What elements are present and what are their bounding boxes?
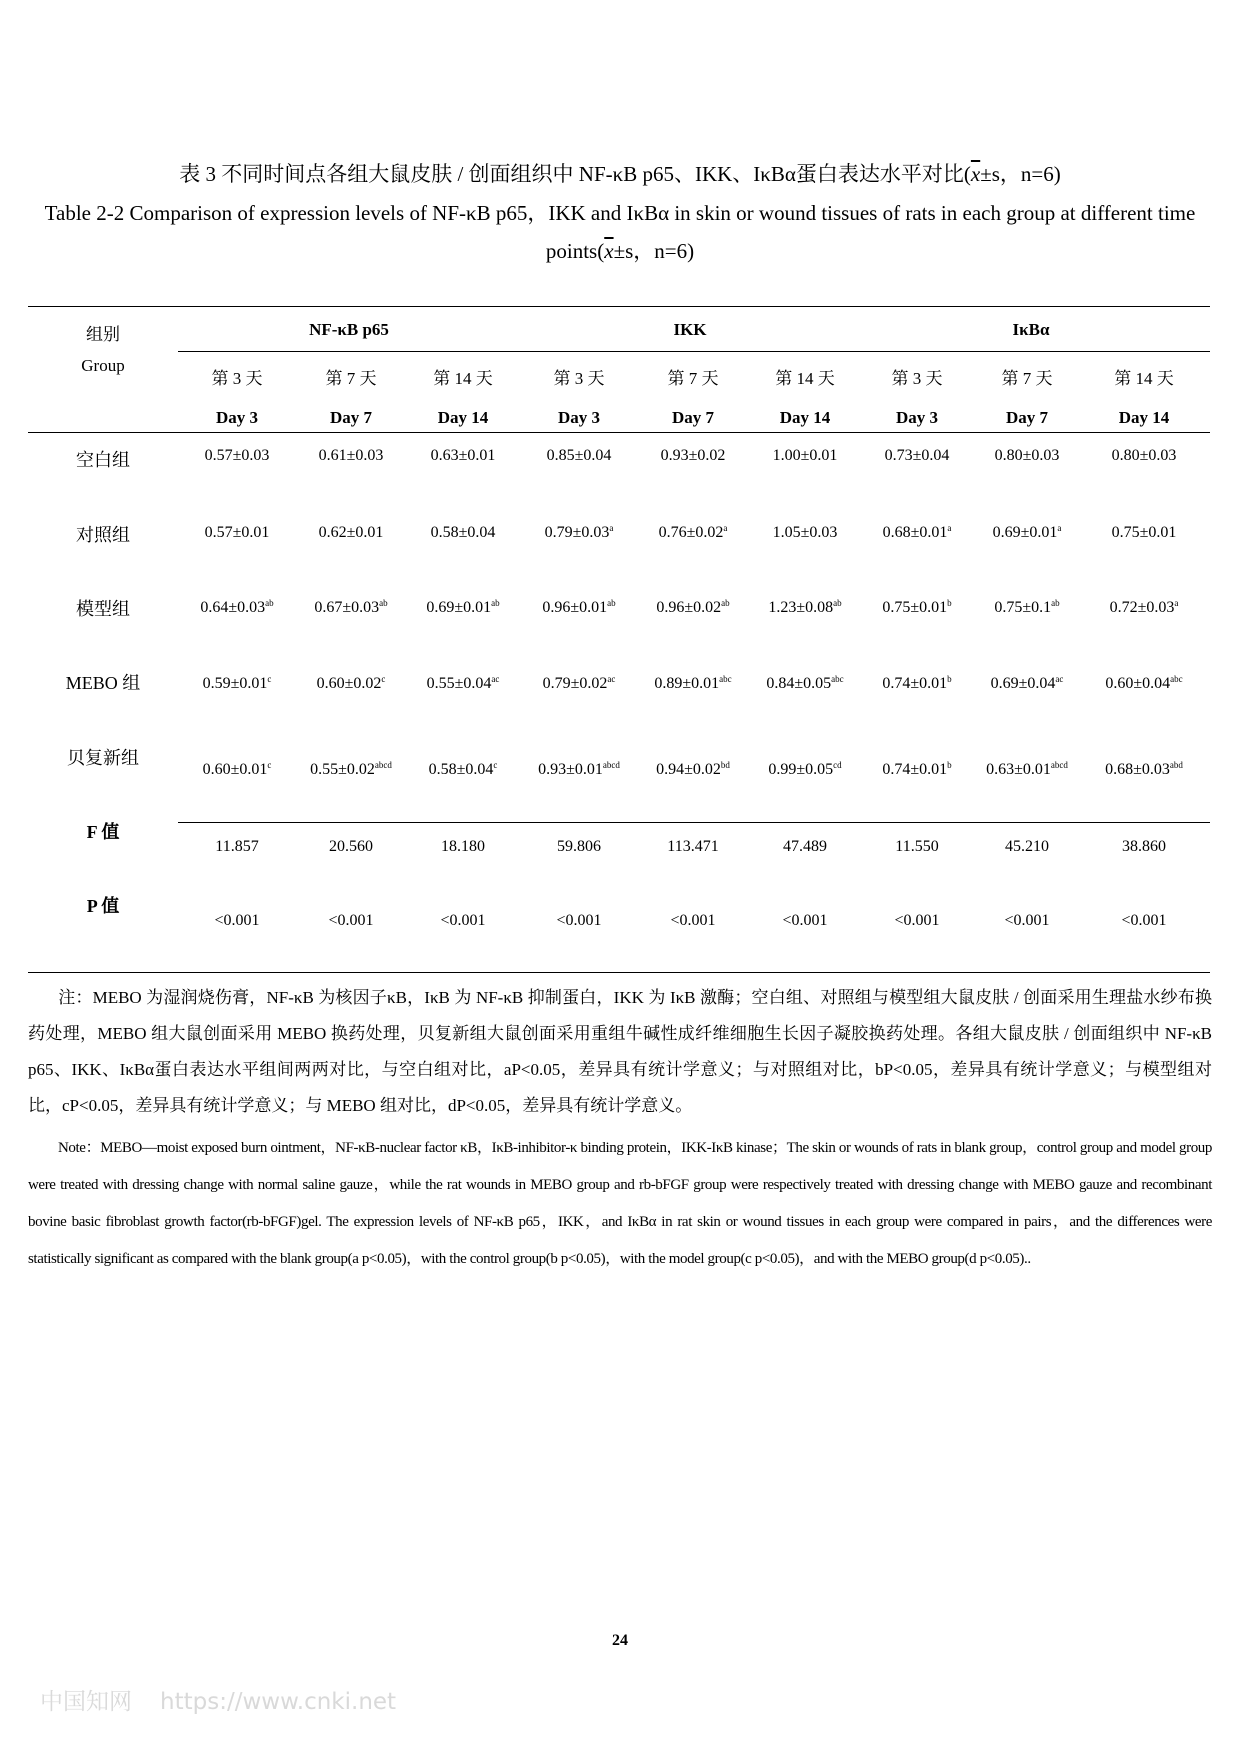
indicator-header: IκBα <box>1012 320 1050 339</box>
cell-value: 0.85±0.04 <box>546 447 612 464</box>
table-cell <box>768 761 841 779</box>
significance-superscript: b <box>947 674 952 684</box>
row-group-label: 贝复新组 <box>67 748 139 768</box>
day-header-cn: 第 3 天 <box>211 369 263 388</box>
cell-value: 0.60±0.04 <box>1105 675 1171 692</box>
day-header-cn: 第 14 天 <box>775 369 835 388</box>
table-cell <box>1112 524 1177 542</box>
row-group-label: 空白组 <box>76 450 130 470</box>
day-header-en: Day 14 <box>779 408 831 427</box>
cell-value: 1.00±0.01 <box>772 447 838 464</box>
table-cell <box>543 675 616 693</box>
day-header-cn: 第 3 天 <box>891 369 943 388</box>
significance-superscript: abc <box>1170 674 1183 684</box>
cell-value: 0.64±0.03 <box>200 599 266 616</box>
cell-value: 1.23±0.08 <box>768 599 834 616</box>
row-group-label: 模型组 <box>76 599 130 619</box>
table-cell <box>205 524 270 542</box>
p-value: <0.001 <box>1004 912 1050 929</box>
significance-superscript: c <box>493 760 498 770</box>
f-value: 20.560 <box>329 838 373 855</box>
indicator-group-rule <box>178 351 1210 352</box>
cell-value: 0.79±0.02 <box>542 675 608 692</box>
table-cell <box>314 599 387 617</box>
f-value: 11.857 <box>215 838 259 855</box>
significance-superscript: ab <box>833 598 842 608</box>
cell-value: 0.68±0.01 <box>882 524 948 541</box>
watermark-url: https://www.cnki.net <box>160 1689 397 1715</box>
cell-value: 1.05±0.03 <box>772 524 838 541</box>
table-cell <box>773 447 838 465</box>
cell-value: 0.75±0.1 <box>994 599 1052 616</box>
f-value-label: F 值 <box>86 822 120 842</box>
significance-superscript: b <box>947 760 952 770</box>
row-group-label: 对照组 <box>76 525 130 545</box>
significance-superscript: abcd <box>374 760 392 770</box>
table-cell <box>882 599 951 617</box>
f-value: 59.806 <box>557 838 601 855</box>
significance-superscript: bd <box>720 760 730 770</box>
table-cell <box>1105 761 1183 779</box>
cell-value: 0.93±0.02 <box>660 447 726 464</box>
table-cell <box>431 447 496 465</box>
cell-value: 0.57±0.01 <box>204 524 270 541</box>
table-cell <box>995 447 1060 465</box>
table-cell <box>1112 447 1177 465</box>
significance-superscript: ac <box>1055 674 1064 684</box>
significance-superscript: ab <box>379 598 388 608</box>
indicator-header: IKK <box>673 320 707 339</box>
table-caption-cn: 表 3 不同时间点各组大鼠皮肤 / 创面组织中 NF-κB p65、IKK、IκBα蛋白表达水平对比($\overline{x}\pm s$，n=6) <box>179 162 1061 186</box>
cell-value: 0.75±0.01 <box>882 599 948 616</box>
table-cell <box>993 524 1062 542</box>
table-cell <box>545 524 614 542</box>
cell-value: 0.58±0.04 <box>428 761 494 778</box>
significance-superscript: a <box>723 523 728 533</box>
cell-value: 0.63±0.01 <box>986 761 1051 778</box>
row-group-label: MEBO 组 <box>65 673 141 693</box>
day-header-cn: 第 7 天 <box>667 369 719 388</box>
cell-value: 0.59±0.01 <box>202 675 268 692</box>
cell-value: 0.96±0.01 <box>542 599 608 616</box>
significance-superscript: ac <box>491 674 500 684</box>
table-cell <box>310 761 392 779</box>
day-header-cn: 第 7 天 <box>325 369 377 388</box>
significance-superscript: ab <box>1051 598 1060 608</box>
significance-superscript: abcd <box>1050 760 1068 770</box>
table-cell <box>203 675 272 693</box>
cell-value: 0.60±0.02 <box>316 675 382 692</box>
table-cell <box>991 675 1064 693</box>
table-cell <box>203 761 272 779</box>
table-cell <box>656 761 730 779</box>
cell-value: 0.96±0.02 <box>656 599 722 616</box>
significance-superscript: ab <box>265 598 274 608</box>
f-value: 18.180 <box>441 838 485 855</box>
p-value: <0.001 <box>670 912 716 929</box>
table-cell <box>200 599 273 617</box>
cell-value: 0.79±0.03 <box>544 524 610 541</box>
significance-superscript: cd <box>833 760 842 770</box>
p-value: <0.001 <box>328 912 374 929</box>
table-cell <box>885 447 950 465</box>
indicator-header: NF-κB p65 <box>309 320 389 339</box>
cell-value: 0.76±0.02 <box>658 524 724 541</box>
significance-superscript: abd <box>1169 760 1183 770</box>
significance-superscript: a <box>1174 598 1179 608</box>
table-cell <box>317 675 386 693</box>
cell-value: 0.69±0.04 <box>990 675 1056 692</box>
table-bottom-rule <box>28 972 1210 973</box>
p-value: <0.001 <box>556 912 602 929</box>
p-value: <0.001 <box>782 912 828 929</box>
cell-value: 0.89±0.01 <box>654 675 720 692</box>
table-cell <box>661 447 726 465</box>
table-cell <box>1105 675 1182 693</box>
table-caption-en: Table 2-2 Comparison of expression levels of NF-κB p65，IKK and IκBα in skin or wound tissues of rats in each group at different time $points(\overline{x}\pm s$，n=6) <box>44 201 1196 263</box>
table-cell <box>768 599 841 617</box>
cell-value: 0.61±0.03 <box>318 447 384 464</box>
day-header-cn: 第 14 天 <box>433 369 493 388</box>
cell-value: 0.93±0.01 <box>538 761 603 778</box>
table-cell <box>882 675 951 693</box>
cell-value: 0.69±0.01 <box>426 599 492 616</box>
group-header-en: Group <box>81 356 125 375</box>
table-header-rule <box>28 432 1210 433</box>
table-cell <box>427 675 500 693</box>
table-cell <box>547 447 612 465</box>
watermark <box>40 1683 424 1716</box>
cell-value: 0.74±0.01 <box>882 761 948 778</box>
f-value: 45.210 <box>1005 838 1049 855</box>
table-cell <box>319 524 384 542</box>
table-cell <box>654 675 731 693</box>
significance-superscript: a <box>1057 523 1062 533</box>
cell-value: 0.74±0.01 <box>882 675 948 692</box>
stats-rule <box>178 822 1210 823</box>
table-cell <box>994 599 1059 617</box>
cell-value: 0.58±0.04 <box>430 524 496 541</box>
day-header-cn: 第 14 天 <box>1114 369 1174 388</box>
significance-superscript: c <box>267 674 272 684</box>
table-note-en: Note：MEBO—moist exposed burn ointment，NF-κB-nuclear factor κB，IκB-inhibitor-κ binding protein，IKK-IκB kinase；The skin or wounds of rats in blank group，control group and model group were treated with dressing change with normal saline gauze，while the rat wounds in MEBO group and rb-bFGF group were respectively treated with dressing change with MEBO gauze and recombinant bovine basic fibroblast growth factor(rb-bFGF)gel. The expression levels of NF-κB p65，IKK，and IκBα in rat skin or wound tissues in each group were compared in pairs，and the differences were statistically significant as compared with the blank group(a p<0.05)，with the control group(b p<0.05)，with the model group(c p<0.05)，and with the MEBO group(d p<0.05).. <box>28 1140 1212 1267</box>
cell-value: 0.69±0.01 <box>992 524 1058 541</box>
day-header-cn: 第 3 天 <box>553 369 605 388</box>
table-cell <box>205 447 270 465</box>
table-cell <box>538 761 620 779</box>
significance-superscript: abc <box>719 674 732 684</box>
significance-superscript: ab <box>721 598 730 608</box>
day-header-en: Day 14 <box>1118 408 1170 427</box>
f-value: 113.471 <box>667 838 719 855</box>
table-cell <box>1110 599 1179 617</box>
cell-value: 0.73±0.04 <box>884 447 950 464</box>
f-value: 38.860 <box>1122 838 1166 855</box>
cell-value: 0.55±0.04 <box>426 675 492 692</box>
day-header-cn: 第 7 天 <box>1001 369 1053 388</box>
cell-value: 0.99±0.05 <box>768 761 834 778</box>
day-header-en: Day 3 <box>557 408 601 427</box>
significance-superscript: a <box>609 523 614 533</box>
table-cell <box>431 524 496 542</box>
significance-superscript: abc <box>831 674 844 684</box>
p-value-label: P 值 <box>86 896 120 916</box>
cell-value: 0.84±0.05 <box>766 675 832 692</box>
day-header-en: Day 3 <box>215 408 259 427</box>
table-cell <box>882 761 951 779</box>
day-header-en: Day 14 <box>437 408 489 427</box>
day-header-en: Day 7 <box>329 408 373 427</box>
day-header-en: Day 7 <box>671 408 715 427</box>
cell-value: 0.75±0.01 <box>1111 524 1177 541</box>
page-number: 24 <box>612 1632 628 1649</box>
cell-value: 0.80±0.03 <box>1111 447 1177 464</box>
cell-value: 0.63±0.01 <box>430 447 496 464</box>
table-cell <box>429 761 498 779</box>
significance-superscript: abcd <box>602 760 620 770</box>
cell-value: 0.60±0.01 <box>202 761 268 778</box>
p-value: <0.001 <box>440 912 486 929</box>
table-note-cn: 注：MEBO 为湿润烧伤膏，NF-κB 为核因子κB，IκB 为 NF-κB 抑制蛋白，IKK 为 IκB 激酶；空白组、对照组与模型组大鼠皮肤 / 创面采用生理盐水纱布换药处理，MEBO 组大鼠创面采用 MEBO 换药处理，贝复新组大鼠创面采用重组牛碱性成纤维细胞生长因子凝胶换药处理。各组大鼠皮肤 / 创面组织中 NF-κB p65、IKK、IκBα蛋白表达水平组间两两对比，与空白组对比，aP<0.05，差异具有统计学意义；与对照组对比，bP<0.05，差异具有统计学意义；与模型组对比，cP<0.05，差异具有统计学意义；与 MEBO 组对比，dP<0.05，差异具有统计学意义。 <box>28 988 1212 1115</box>
significance-superscript: c <box>381 674 386 684</box>
significance-superscript: ab <box>607 598 616 608</box>
p-value: <0.001 <box>894 912 940 929</box>
f-value: 47.489 <box>783 838 827 855</box>
table-cell <box>426 599 499 617</box>
day-header-en: Day 3 <box>895 408 939 427</box>
cell-value: 0.72±0.03 <box>1109 599 1175 616</box>
significance-superscript: b <box>947 598 952 608</box>
significance-superscript: ac <box>607 674 616 684</box>
significance-superscript: c <box>267 760 272 770</box>
p-value: <0.001 <box>1121 912 1167 929</box>
table-cell <box>542 599 615 617</box>
table-cell <box>773 524 838 542</box>
significance-superscript: ab <box>491 598 500 608</box>
p-value: <0.001 <box>214 912 260 929</box>
day-header-en: Day 7 <box>1005 408 1049 427</box>
f-value: 11.550 <box>895 838 939 855</box>
table-cell <box>656 599 729 617</box>
group-header-cn: 组别 <box>86 325 120 344</box>
significance-superscript: a <box>947 523 952 533</box>
cell-value: 0.68±0.03 <box>1105 761 1170 778</box>
cell-value: 0.67±0.03 <box>314 599 380 616</box>
table-cell <box>319 447 384 465</box>
watermark-logo-text: 中国知网 <box>40 1689 132 1715</box>
cell-value: 0.57±0.03 <box>204 447 270 464</box>
table-cell <box>659 524 728 542</box>
cell-value: 0.80±0.03 <box>994 447 1060 464</box>
cell-value: 0.94±0.02 <box>656 761 721 778</box>
table-cell <box>883 524 952 542</box>
cell-value: 0.55±0.02 <box>310 761 375 778</box>
table-top-rule <box>28 306 1210 307</box>
cell-value: 0.62±0.01 <box>318 524 384 541</box>
table-cell <box>766 675 843 693</box>
table-cell <box>986 761 1068 779</box>
